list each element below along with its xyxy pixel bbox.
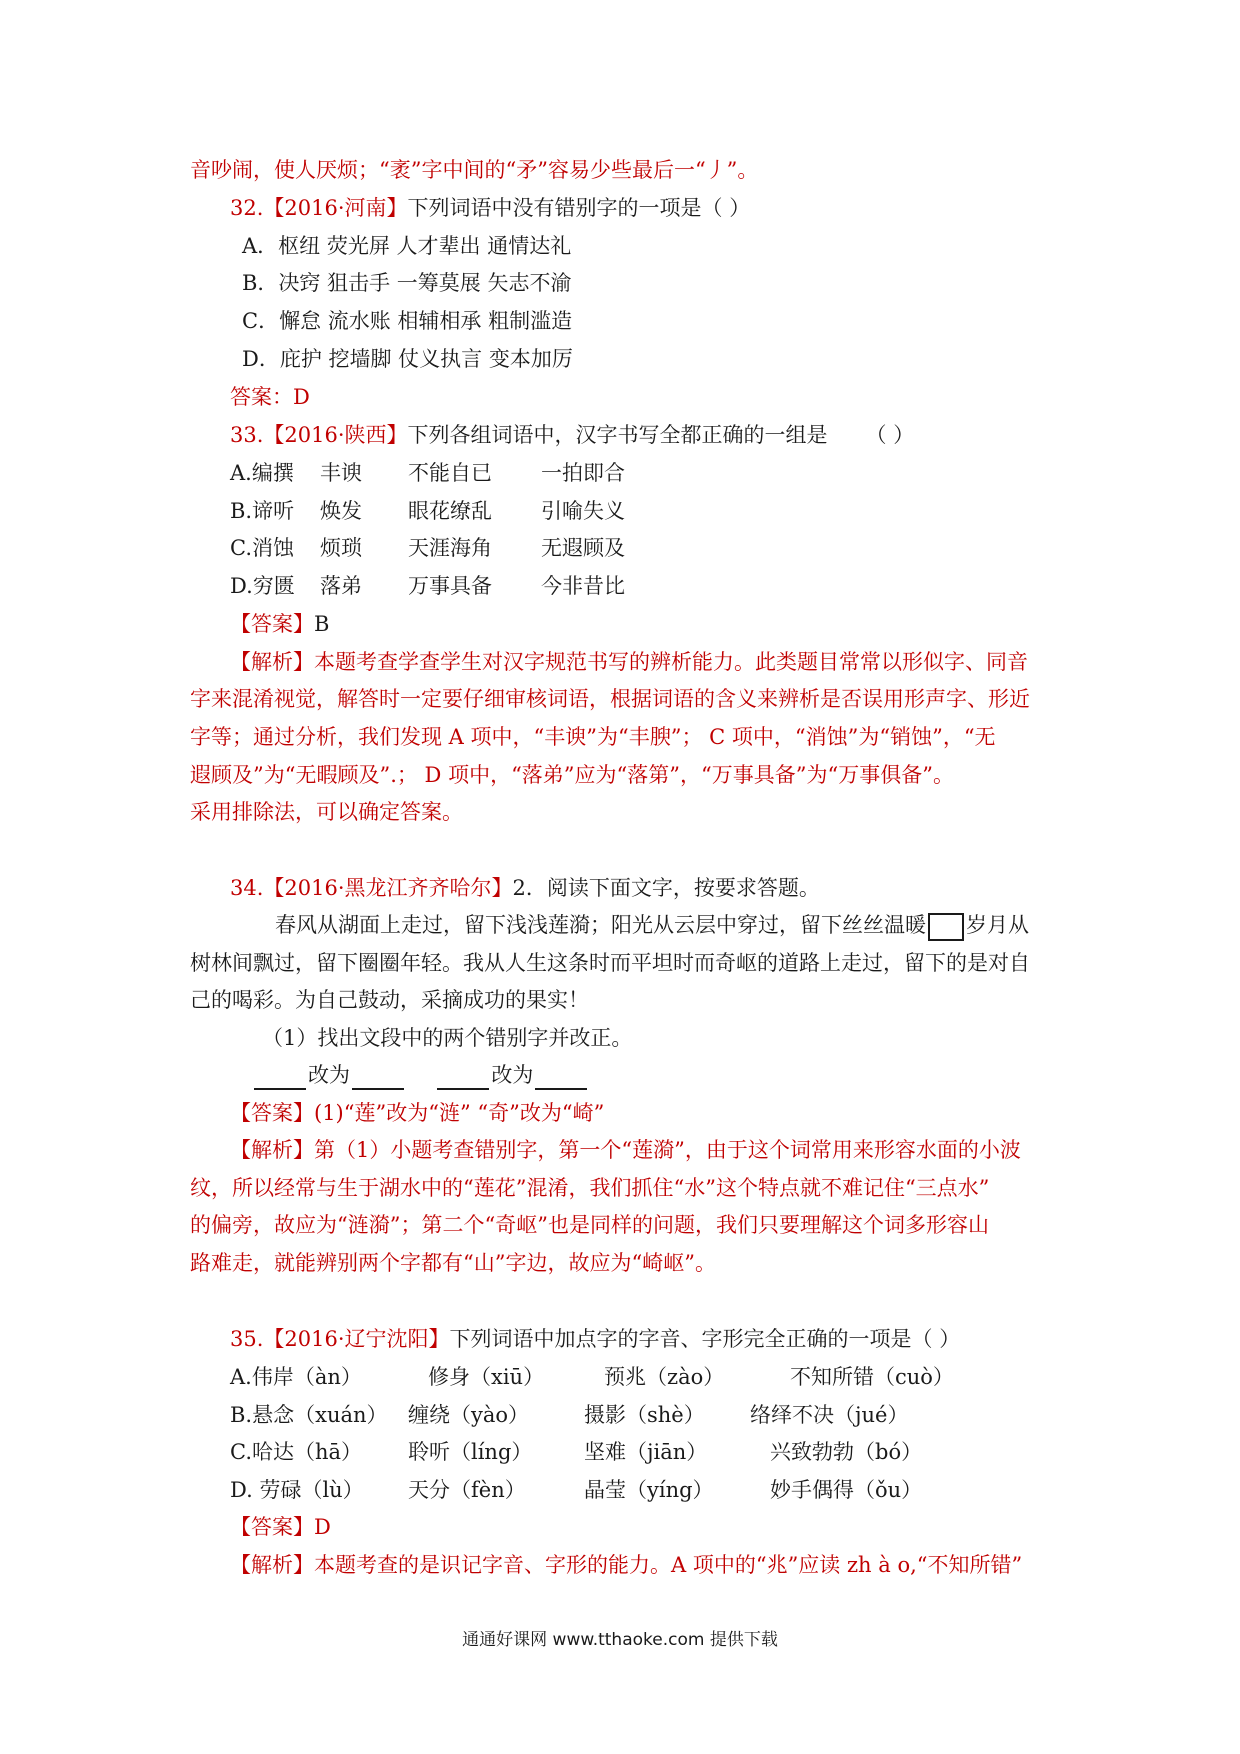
answer-line [230, 1512, 331, 1542]
option-b: B.悬念（xuán） 缠绕（yào） 摄影（shè） 络绎不决（jué） [230, 1403, 909, 1427]
analysis-line: 【解析】第（1）小题考查错别字，第一个“莲漪”，由于这个词常用来形容水面的小波 [230, 1138, 1021, 1162]
passage-line: 树林间飘过，留下圈圈年轻。我从人生这条时而平坦时而奇岖的道路上走过，留下的是对自 [190, 951, 1030, 975]
question-source-tag: 【2016·辽宁沈阳】 [263, 1327, 450, 1351]
blank-line [352, 1066, 404, 1090]
option-a: A.伟岸（àn） 修身（xiū） 预兆（zào） 不知所错（cuò） [230, 1365, 954, 1389]
analysis-line: 路难走，就能辨别两个字都有“山”字边，故应为“崎岖”。 [190, 1251, 716, 1275]
analysis-line: 【解析】本题考查的是识记字音、字形的能力。A 项中的“兆”应读 zh à o,“不知所错” [230, 1553, 1023, 1577]
option-b: B．决窍 狙击手 一筹莫展 矢志不渝 [242, 271, 572, 295]
page-footer: 通通好课网 www.tthaoke.com 提供下载 [462, 1630, 778, 1650]
question-number: 35. [230, 1327, 264, 1351]
option-d: D．庇护 挖墙脚 仗义执言 变本加厉 [242, 347, 573, 371]
analysis-line: 字等；通过分析，我们发现 A 项中，“丰谀”为“丰腴”； C 项中，“消蚀”为“销蚀”，“无 [190, 725, 996, 749]
analysis-line: 【解析】本题考查学查学生对汉字规范书写的辨析能力。此类题目常常以形似字、同音 [230, 650, 1028, 674]
question-32-stem [230, 193, 750, 223]
question-35-stem [230, 1324, 960, 1354]
question-34-stem [230, 873, 820, 903]
analysis-line: 字来混淆视觉，解答时一定要仔细审核词语，根据词语的含义来辨析是否误用形声字、形近 [190, 687, 1030, 711]
analysis-line: 的偏旁，故应为“涟漪”；第二个“奇岖”也是同样的问题，我们只要理解这个词多形容山 [190, 1213, 989, 1237]
passage-line: 春风从湖面上走过，留下浅浅莲漪；阳光从云层中穿过，留下丝丝温暖 岁月从 [275, 910, 1029, 941]
question-number: 33. [230, 423, 264, 447]
answer-line: 答案：D [230, 385, 310, 409]
option-d: D.穷匮 落弟 万事具备 今非昔比 [230, 574, 625, 598]
question-source-tag: 【2016·黑龙江齐齐哈尔】 [263, 876, 513, 900]
answer-tag: 【答案】 [230, 1515, 314, 1539]
question-text: 下列词语中没有错别字的一项是（ ） [407, 196, 751, 220]
answer-line [230, 609, 329, 639]
fill-in-blanks: 改为 改为 [252, 1060, 589, 1090]
question-text: 2．阅读下面文字，按要求答题。 [512, 876, 820, 900]
option-a: A．枢纽 荧光屏 人才辈出 通情达礼 [242, 234, 572, 258]
option-d: D. 劳碌（lù） 天分（fèn） 晶莹（yíng） 妙手偶得（ǒu） [230, 1478, 923, 1502]
option-c: C.哈达（hā） 聆听（líng） 坚难（jiān） 兴致勃勃（bó） [230, 1440, 923, 1464]
question-number: 34. [230, 876, 264, 900]
analysis-line: 纹，所以经常与生于湖水中的“莲花”混淆，我们抓住“水”这个特点就不难记住“三点水” [190, 1176, 990, 1200]
answer-value: D [314, 1515, 331, 1539]
answer-line: 【答案】(1)“莲”改为“涟” “奇”改为“崎” [230, 1101, 605, 1125]
analysis-line: 遐顾及”为“无暇顾及”.； D 项中，“落弟”应为“落第”，“万事具备”为“万事俱备”。 [190, 763, 954, 787]
answer-tag: 【答案】 [230, 612, 314, 636]
option-c: C．懈怠 流水账 相辅相承 粗制滥造 [242, 309, 573, 333]
option-a: A.编撰 丰谀 不能自已 一拍即合 [230, 461, 625, 485]
question-source-tag: 【2016·河南】 [263, 196, 408, 220]
option-b: B.谛听 焕发 眼花缭乱 引喻失义 [230, 499, 625, 523]
sub-question: （1）找出文段中的两个错别字并改正。 [262, 1026, 633, 1050]
blank-line [254, 1066, 306, 1090]
analysis-line: 采用排除法，可以确定答案。 [190, 800, 463, 824]
blank-line [437, 1066, 489, 1090]
answer-value: B [314, 612, 330, 636]
intro-line: 音吵闹，使人厌烦；“袤”字中间的“矛”容易少些最后一“丿”。 [190, 158, 759, 182]
question-source-tag: 【2016·陕西】 [263, 423, 408, 447]
question-number: 32. [230, 196, 264, 220]
question-text: 下列词语中加点字的字音、字形完全正确的一项是（ ） [449, 1327, 961, 1351]
blank-line [535, 1066, 587, 1090]
answer-parentheses: （ ） [865, 423, 915, 447]
option-c: C.消蚀 烦琐 天涯海角 无遐顾及 [230, 536, 625, 560]
question-text: 下列各组词语中，汉字书写全都正确的一组是 [407, 423, 828, 447]
passage-line: 己的喝彩。为自己鼓动，采摘成功的果实！ [190, 988, 589, 1012]
question-33-stem [230, 420, 914, 450]
blank-box [928, 913, 964, 941]
